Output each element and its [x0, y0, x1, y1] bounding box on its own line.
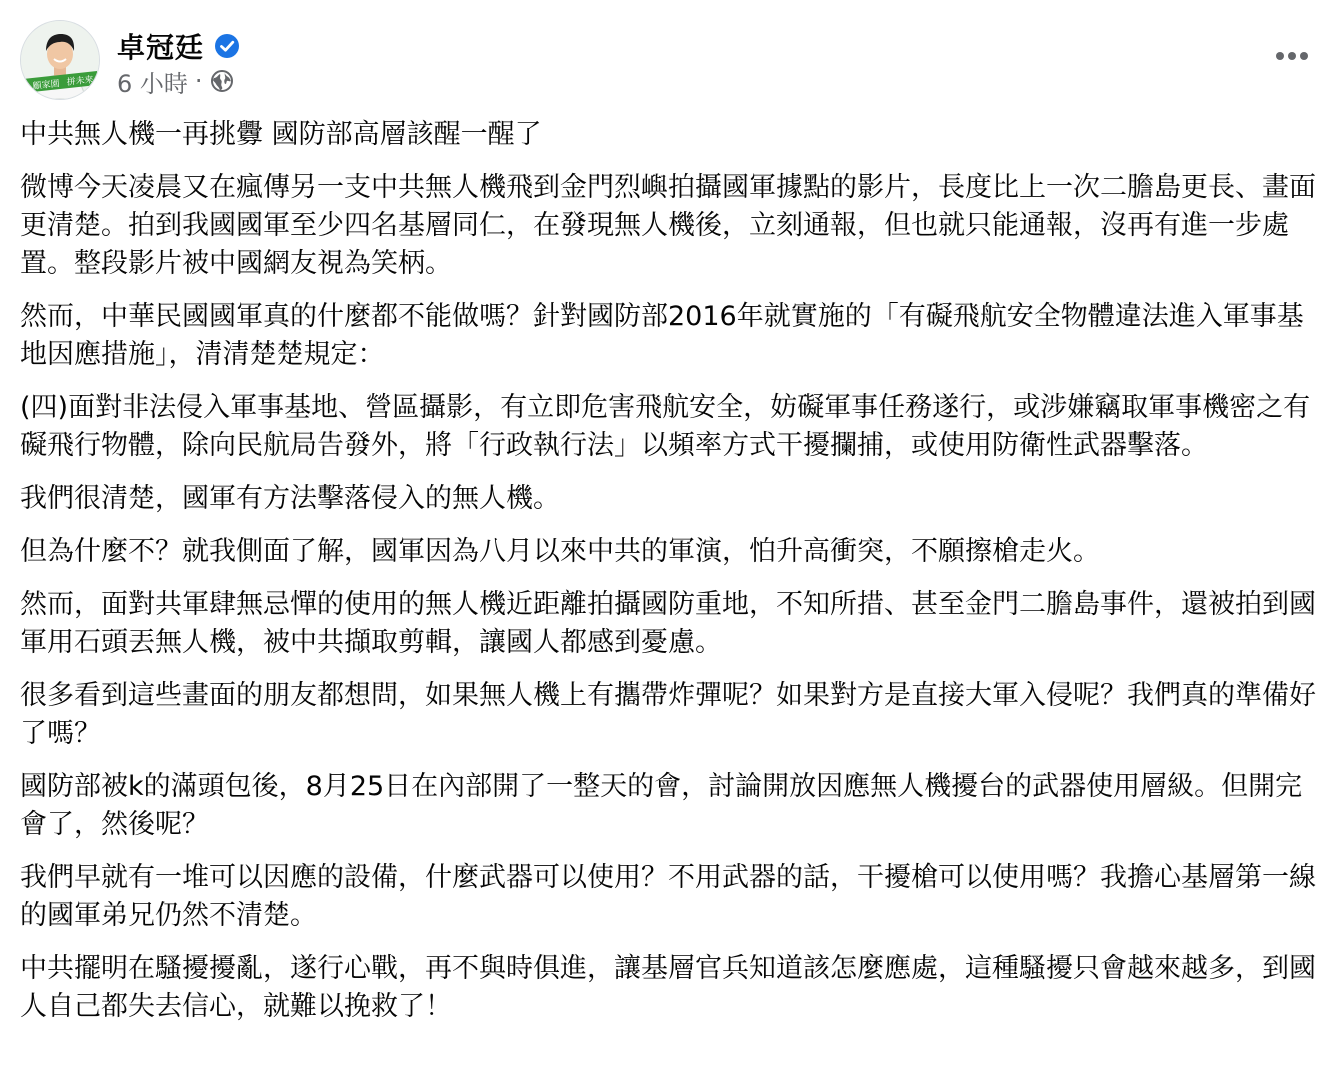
author-name[interactable]: 卓冠廷 [117, 31, 205, 64]
post-paragraph: (四)面對非法侵入軍事基地、營區攝影，有立即危害飛航安全，妨礙軍事任務遂行，或涉嫌竊取軍事機密之有礙飛行物體，除向民航局告發外，將「行政執行法」以頻率方式干擾攔捕，或使用防衛性武器擊落。 [20, 392, 1311, 461]
post-paragraph: 微博今天凌晨又在瘋傳另一支中共無人機飛到金門烈嶼拍攝國軍據點的影片，長度比上一次二膽島更長、畫面更清楚。拍到我國國軍至少四名基層同仁，在發現無人機後，立刻通報，但也就只能通報，沒再有進一步處置。整段影片被中國網友視為笑柄。 [20, 172, 1316, 279]
post-paragraph: 但為什麼不？就我側面了解，國軍因為八月以來中共的軍演，怕升高衝突，不願擦槍走火。 [20, 536, 1100, 567]
post-timestamp[interactable]: 6 小時 [117, 69, 188, 98]
post-paragraph: 國防部被k的滿頭包後，8月25日在內部開了一整天的會，討論開放因應無人機擾台的武器使用層級。但開完會了，然後呢？ [20, 771, 1303, 840]
post-paragraph: 很多看到這些畫面的朋友都想問，如果無人機上有攜帶炸彈呢？如果對方是直接大軍入侵呢？我們真的準備好了嗎？ [20, 680, 1316, 749]
avatar-banner-right: 拼未來 [66, 75, 95, 88]
avatar-portrait [21, 21, 99, 99]
verified-badge-icon [214, 33, 240, 59]
post-header [20, 20, 1314, 104]
post-meta [117, 66, 234, 96]
author-row [117, 26, 240, 66]
post-paragraph: 然而，中華民國國軍真的什麼都不能做嗎？針對國防部2016年就實施的「有礙飛航安全物體違法進入軍事基地因應措施」，清清楚楚規定： [20, 301, 1304, 370]
post-paragraph: 然而，面對共軍肆無忌憚的使用的無人機近距離拍攝國防重地，不知所措、甚至金門二膽島事件，還被拍到國軍用石頭丟無人機，被中共擷取剪輯，讓國人都感到憂慮。 [20, 589, 1316, 658]
post-paragraph: 中共擺明在騷擾擾亂，遂行心戰，再不與時俱進，讓基層官兵知道該怎麼應處，這種騷擾只會越來越多，到國人自己都失去信心，就難以挽救了！ [20, 953, 1316, 1022]
avatar-banner-left: 顧家園 [32, 79, 61, 92]
more-options-icon [1275, 51, 1309, 61]
author-avatar[interactable] [20, 20, 100, 100]
post-paragraph: 我們早就有一堆可以因應的設備，什麼武器可以使用？不用武器的話，干擾槍可以使用嗎？我擔心基層第一線的國軍弟兄仍然不清楚。 [20, 862, 1316, 931]
post-body [20, 116, 1316, 1041]
more-options-button[interactable] [1270, 40, 1314, 72]
globe-icon[interactable] [210, 69, 234, 93]
post-paragraph: 中共無人機一再挑釁 國防部高層該醒一醒了 [20, 119, 542, 150]
meta-separator: · [194, 67, 203, 95]
post-paragraph: 我們很清楚，國軍有方法擊落侵入的無人機。 [20, 483, 560, 514]
